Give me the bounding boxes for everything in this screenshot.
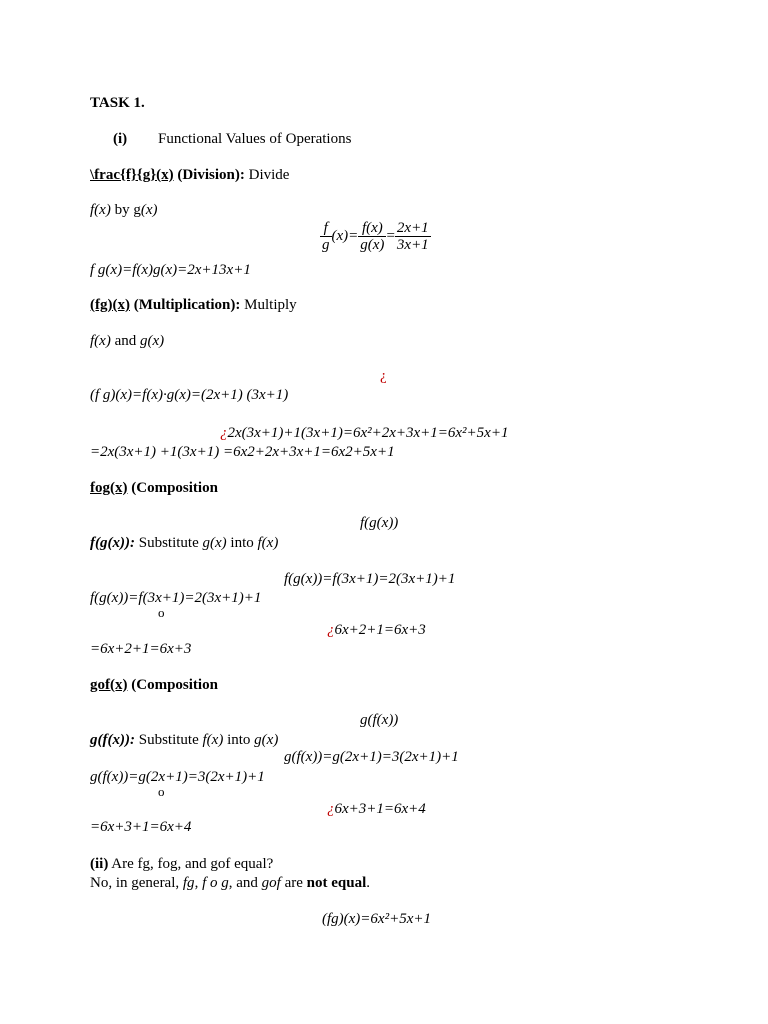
multiplication-heading-text: Multiply: [244, 297, 297, 313]
multiplication-and: and: [114, 333, 137, 349]
multiplication-line2: [90, 332, 164, 350]
gof-centered-expr: g(f(x)): [360, 712, 399, 728]
gof-simplified-line: [327, 800, 426, 818]
multiplication-f-of-x: f(x): [90, 333, 111, 349]
gof-sub-g: g(x): [254, 732, 279, 748]
answer-are: are: [284, 875, 303, 891]
multiplication-expand: [220, 424, 508, 442]
division-eq-frac1: $\frac{f(x)}{g(x)}$: [360, 220, 385, 253]
division-x: (x): [140, 202, 158, 218]
division-line3: f g(x)=f(x)g(x)=2x+13x+1: [90, 262, 251, 278]
fog-heading-bold: (Composition: [131, 480, 218, 496]
division-eq-lhs-frac: $\frac{f}{g}$: [322, 220, 330, 253]
fog-simplified-line: [327, 621, 426, 639]
gof-sub-f: f(x): [202, 732, 224, 748]
answer-fg: fg: [182, 875, 195, 891]
multiplication-expand-marker: ¿: [220, 425, 228, 441]
multiplication-g-of-x: g(x): [140, 333, 165, 349]
division-heading-bold: (Division):: [177, 167, 245, 183]
fog-sub-g: g(x): [202, 535, 227, 551]
answer-fog: f o g: [202, 875, 229, 891]
fog-sub-into: into: [230, 535, 254, 551]
gof-final: =6x+3+1=6x+4: [90, 819, 192, 835]
division-line2: [90, 201, 157, 219]
division-f-of-x: f(x): [90, 202, 111, 218]
gof-small-o: o: [158, 784, 165, 799]
section-ii-question: Are fg, fog, and gof equal?: [111, 856, 274, 872]
fog-heading-code: fog(x): [90, 480, 128, 496]
section-ii-question-line: [90, 855, 273, 873]
answer-not-equal: not equal: [306, 875, 367, 891]
gof-sub-bold: g(f(x)):: [90, 732, 135, 748]
multiplication-heading-code: (fg)(x): [90, 297, 130, 313]
division-heading: [90, 166, 289, 184]
task-title: TASK 1.: [90, 95, 145, 111]
gof-sub-text: Substitute: [138, 732, 199, 748]
answer-start: No, in general,: [90, 875, 180, 891]
answer-and: , and: [228, 875, 258, 891]
fog-simplified: 6x+2+1=6x+3: [334, 622, 426, 638]
multiplication-marker: ¿: [380, 368, 387, 384]
gof-marker: ¿: [327, 801, 335, 817]
division-eq-frac2: $\frac{2x+1}{3x+1}$: [396, 220, 429, 253]
division-heading-text: Divide: [248, 167, 290, 183]
final-equation: (fg)(x)=6x²+5x+1: [322, 911, 431, 927]
section-i-label: (i): [113, 131, 128, 147]
answer-comma: ,: [194, 875, 199, 891]
fog-substitute-line: [90, 534, 278, 552]
fog-centered-expr: f(g(x)): [360, 515, 399, 531]
fog-sub-f: f(x): [257, 535, 279, 551]
fog-sub-text: Substitute: [138, 535, 199, 551]
fog-marker: ¿: [327, 622, 335, 638]
gof-sub-into: into: [227, 732, 251, 748]
multiplication-line4: =2x(3x+1) +1(3x+1) =6x2+2x+3x+1=6x2+5x+1: [90, 444, 395, 460]
gof-heading: [90, 676, 218, 694]
multiplication-expand-eq: 2x(3x+1)+1(3x+1)=6x²+2x+3x+1=6x²+5x+1: [227, 425, 509, 441]
fog-heading: [90, 479, 218, 497]
division-equation: [320, 220, 431, 253]
answer-period: .: [366, 875, 370, 891]
division-eq-equals: =: [386, 227, 395, 244]
gof-heading-code: gof(x): [90, 677, 128, 693]
fog-line-eq: f(g(x))=f(3x+1)=2(3x+1)+1: [90, 590, 262, 606]
gof-line-eq: g(f(x))=g(2x+1)=3(2x+1)+1: [90, 769, 265, 785]
section-i-title: Functional Values of Operations: [158, 131, 352, 147]
section-ii-label: (ii): [90, 856, 109, 872]
fog-small-o: o: [158, 605, 165, 620]
division-heading-code: \frac{f}{g}(x): [90, 167, 174, 183]
division-eq-mid: (x)=: [331, 227, 359, 244]
fog-sub-bold: f(g(x)):: [90, 535, 135, 551]
multiplication-heading-bold: (Multiplication):: [133, 297, 241, 313]
multiplication-heading: [90, 296, 297, 314]
gof-centered-eq: g(f(x))=g(2x+1)=3(2x+1)+1: [284, 749, 459, 765]
section-ii-answer-line: [90, 874, 370, 892]
gof-simplified: 6x+3+1=6x+4: [334, 801, 426, 817]
multiplication-line3: (f g)(x)=f(x)·g(x)=(2x+1) (3x+1): [90, 387, 289, 403]
answer-gof: gof: [261, 875, 281, 891]
gof-heading-bold: (Composition: [131, 677, 218, 693]
division-by-g: by g: [114, 202, 141, 218]
fog-centered-eq: f(g(x))=f(3x+1)=2(3x+1)+1: [284, 571, 456, 587]
gof-substitute-line: [90, 731, 278, 749]
fog-final: =6x+2+1=6x+3: [90, 641, 192, 657]
